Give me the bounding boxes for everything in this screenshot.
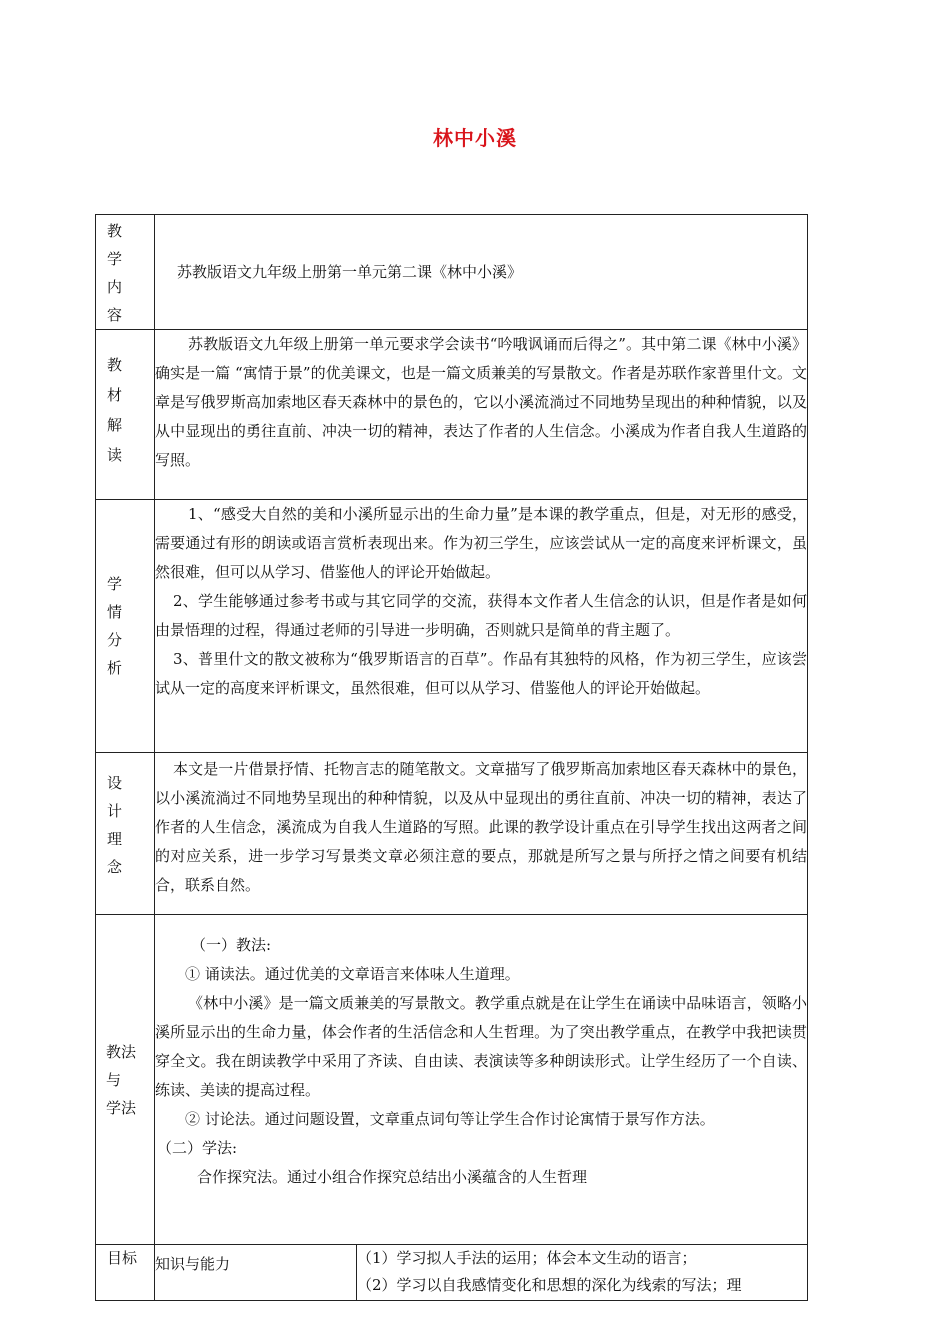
goal-item-1: （1）学习拟人手法的运用；体会本文生动的语言； xyxy=(357,1249,697,1267)
goals-items-cell xyxy=(357,1245,808,1301)
label-char: 学 xyxy=(107,575,123,593)
label-goals xyxy=(96,1245,155,1301)
label-char: 教 xyxy=(107,222,123,240)
method-2: ② 讨论法。通过问题设置，文章重点词句等让学生合作讨论寓情于景写作方法。 xyxy=(185,1110,715,1128)
students-paragraph-2: 2、学生能够通过参考书或与其它同学的交流，获得本文作者人生信念的认识，但是作者是如何由景悟理的过程，得通过老师的引导进一步明确，否则就只是简单的背主题了。 xyxy=(155,592,808,639)
label-content xyxy=(96,215,155,330)
label-char: 与 xyxy=(106,1070,122,1089)
design-text: 本文是一片借景抒情、托物言志的随笔散文。文章描写了俄罗斯高加索地区春天森林中的景色，以小溪流淌过不同地势呈现出的种种情貌，以及从中显现出的勇往直前、冲决一切的精神，表达了作者的人生信念，溪流成为自我人生道路的写照。此课的教学设计重点在引导学生找出这两者之间的对应关系，进一步学习写景类文章必须注意的要点，那就是所写之景与所抒之情之间要有机结合，联系自然。 xyxy=(155,760,808,894)
page-title: 林中小溪 xyxy=(433,126,517,150)
label-char: 学法 xyxy=(106,1098,137,1117)
students-paragraph-1: 1、“感受大自然的美和小溪所显示出的生命力量”是本课的教学重点，但是，对无形的感受，需要通过有形的朗读或语言赏析表现出来。作为初三学生，应该尝试从一定的高度来评析课文，虽然很难，但可以从学习、借鉴他人的评论开始做起。 xyxy=(155,505,808,581)
students-paragraph-3: 3、普里什文的散文被称为“俄罗斯语言的百草”。作品有其独特的风格，作为初三学生，应该尝试从一定的高度来评析课文，虽然很难，但可以从学习、借鉴他人的评论开始做起。 xyxy=(155,650,808,697)
label-char: 理 xyxy=(107,830,123,848)
teaching-heading: （一）教法: xyxy=(191,936,272,954)
students-cell xyxy=(155,500,808,753)
method-1-detail: 《林中小溪》是一篇文质兼美的写景散文。教学重点就是在让学生在诵读中品味语言，领略小溪所显示出的生命力量，体会作者的生活信念和人生哲理。为了突出教学重点，在教学中我把读贯穿全文。我在朗读教学中采用了齐读、自由读、表演读等多种朗读形式。让学生经历了一个自读、练读、美读的提高过程。 xyxy=(155,994,808,1099)
lesson-plan-table xyxy=(95,214,808,1301)
goals-sublabel: 知识与能力 xyxy=(155,1255,231,1273)
label-char: 解 xyxy=(107,416,123,434)
label-students xyxy=(96,500,155,753)
learning-text: 合作探究法。通过小组合作探究总结出小溪蕴含的人生哲理 xyxy=(197,1168,588,1186)
material-cell xyxy=(155,330,808,500)
label-char: 念 xyxy=(107,858,123,876)
row-design xyxy=(96,753,808,915)
label-char: 材 xyxy=(107,386,123,404)
method-1: ① 诵读法。通过优美的文章语言来体味人生道理。 xyxy=(185,965,520,983)
label-char: 设 xyxy=(107,774,123,792)
label-design xyxy=(96,753,155,915)
goals-label: 目标 xyxy=(107,1249,138,1267)
label-char: 容 xyxy=(107,306,123,324)
label-char: 分 xyxy=(107,631,123,649)
learning-heading: （二）学法: xyxy=(157,1139,238,1157)
row-goals xyxy=(96,1245,808,1301)
label-char: 计 xyxy=(107,802,123,820)
label-char: 教法 xyxy=(106,1042,137,1061)
label-char: 情 xyxy=(107,603,123,621)
design-cell xyxy=(155,753,808,915)
label-char: 析 xyxy=(107,659,123,677)
row-methods xyxy=(96,915,808,1245)
label-methods xyxy=(96,915,155,1245)
label-char: 教 xyxy=(107,356,123,374)
label-material xyxy=(96,330,155,500)
material-text: 苏教版语文九年级上册第一单元要求学会读书“吟哦讽诵而后得之”。其中第二课《林中小溪》确实是一篇 “寓情于景”的优美课文，也是一篇文质兼美的写景散文。作者是苏联作家普里什文。文章是写俄罗斯高加索地区春天森林中的景色的，它以小溪流淌过不同地势呈现出的种种情貌，以及从中显现出的勇往直前、冲决一切的精神，表达了作者的人生信念。小溪成为作者自我人生道路的写照。 xyxy=(155,335,808,469)
label-char: 学 xyxy=(107,250,123,268)
content-text: 苏教版语文九年级上册第一单元第二课《林中小溪》 xyxy=(177,262,523,281)
row-content xyxy=(96,215,808,330)
row-material xyxy=(96,330,808,500)
row-students xyxy=(96,500,808,753)
label-char: 内 xyxy=(107,278,123,296)
goal-item-2: （2）学习以自我感情变化和思想的深化为线索的写法；理 xyxy=(357,1276,742,1294)
label-char: 读 xyxy=(107,446,123,464)
goals-sublabel-cell xyxy=(155,1245,357,1301)
methods-cell xyxy=(155,915,808,1245)
content-cell xyxy=(155,215,808,330)
